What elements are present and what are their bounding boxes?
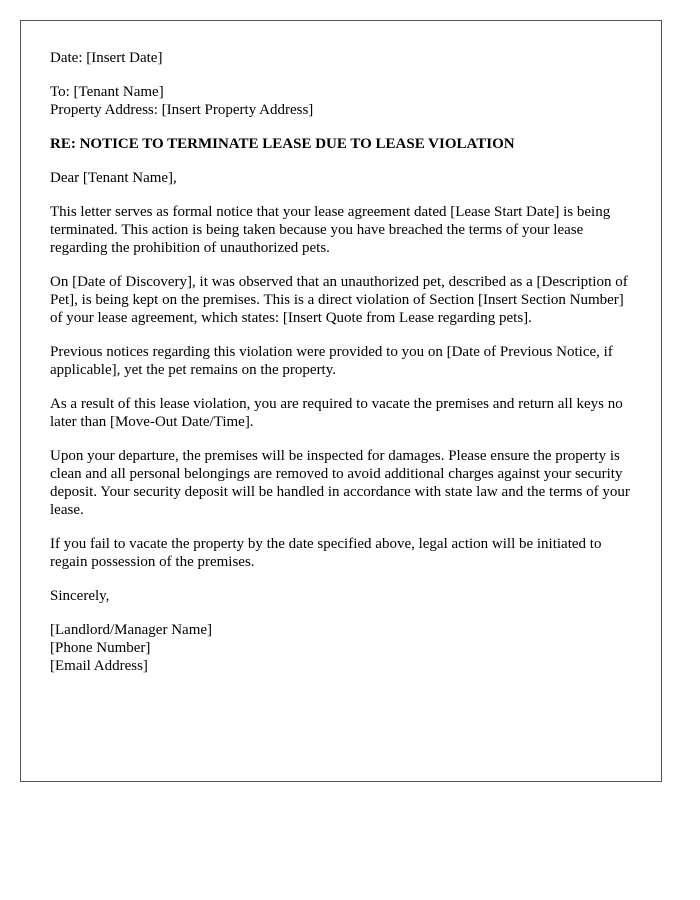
letter-subject: RE: NOTICE TO TERMINATE LEASE DUE TO LEASE VIOLATION xyxy=(50,136,515,152)
paragraph-inspection-deposit: Upon your departure, the premises will be inspected for damages. Please ensure the property is clean and all personal belongings are removed to avoid additional charges against your security deposit. Your security deposit will be handled in accordance with state law and the terms of your lease. xyxy=(50,448,630,518)
paragraph-previous-notices: Previous notices regarding this violation were provided to you on [Date of Previous Notice, if applicable], yet the pet remains on the property. xyxy=(50,344,613,378)
paragraph-vacate-requirement: As a result of this lease violation, you are required to vacate the premises and return all keys no later than [Move-Out Date/Time]. xyxy=(50,396,623,430)
phone-number: [Phone Number] xyxy=(50,640,151,656)
paragraph-violation-details: On [Date of Discovery], it was observed that an unauthorized pet, described as a [Description of Pet], is being kept on the premises. This is a direct violation of Section [Insert Section Number] of your lease agreement, which states: [Insert Quote from Lease regarding pets]. xyxy=(50,274,628,326)
closing: Sincerely, xyxy=(50,588,110,604)
salutation: Dear [Tenant Name], xyxy=(50,170,177,186)
property-address-line: Property Address: [Insert Property Address] xyxy=(50,102,314,118)
paragraph-legal-action: If you fail to vacate the property by the date specified above, legal action will be initiated to regain possession of the premises. xyxy=(50,536,602,570)
paragraph-termination-notice: This letter serves as formal notice that your lease agreement dated [Lease Start Date] is being terminated. This action is being taken because you have breached the terms of your lease regarding the prohibition of unauthorized pets. xyxy=(50,204,611,256)
landlord-name: [Landlord/Manager Name] xyxy=(50,622,213,638)
date-line: Date: [Insert Date] xyxy=(50,50,163,66)
signature-block xyxy=(50,621,633,675)
recipient-block xyxy=(50,83,633,119)
lease-termination-letter xyxy=(20,20,662,782)
email-address: [Email Address] xyxy=(50,658,148,674)
tenant-name-line: To: [Tenant Name] xyxy=(50,84,164,100)
